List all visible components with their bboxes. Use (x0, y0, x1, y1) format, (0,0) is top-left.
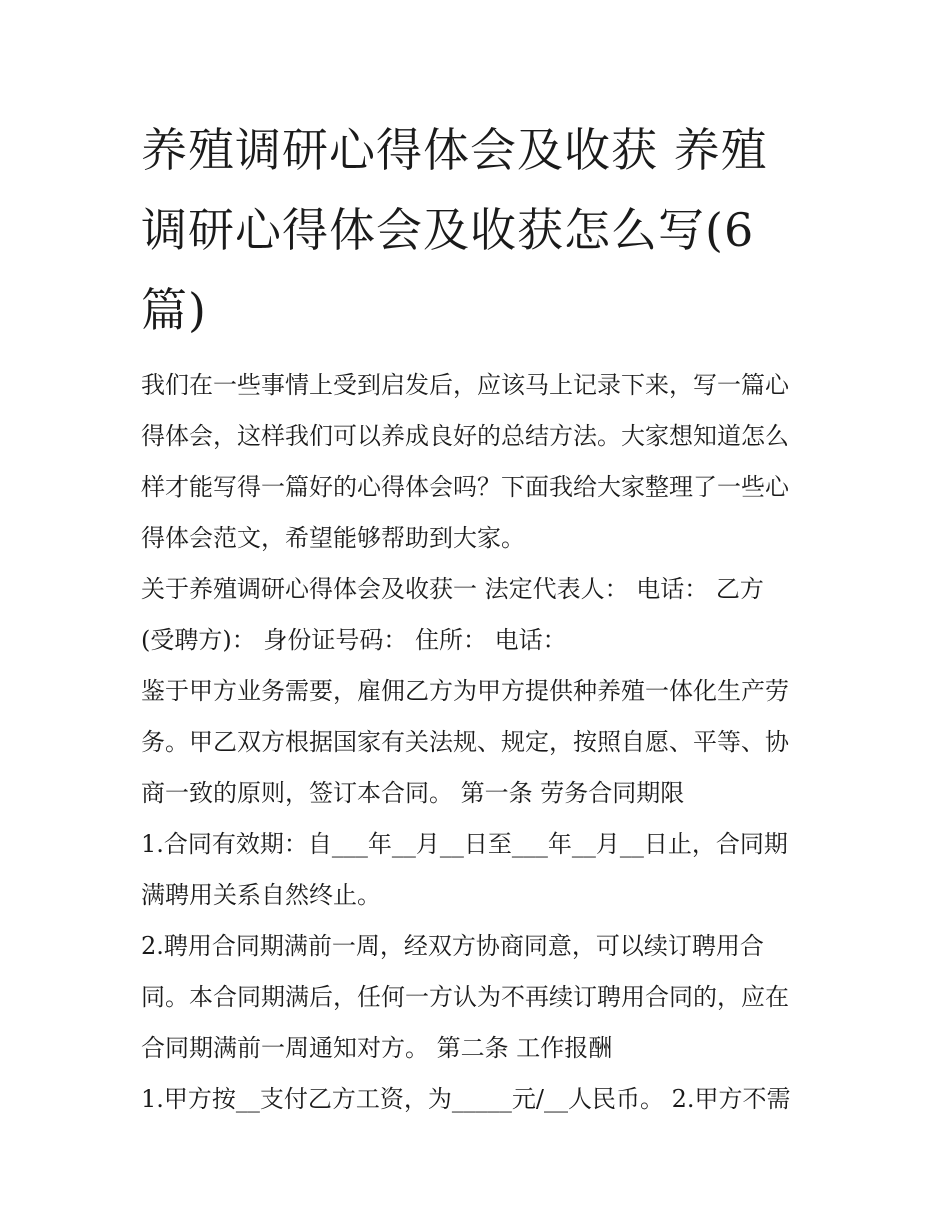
body-line: 得体会，这样我们可以养成良好的总结方法。大家想知道怎么 (141, 422, 789, 450)
document-body (141, 360, 821, 1125)
title-line-2: 调研心得体会及收获怎么写(6 (141, 203, 755, 257)
body-line: 1.甲方按__支付乙方工资，为_____元/__人民币。 2.甲方不需 (141, 1085, 791, 1113)
body-line: 我们在一些事情上受到启发后，应该马上记录下来，写一篇心 (141, 371, 789, 399)
body-line: 合同期满前一周通知对方。 第二条 工作报酬 (141, 1034, 613, 1062)
body-line: 商一致的原则，签订本合同。 第一条 劳务合同期限 (141, 779, 685, 807)
title-line-1: 养殖调研心得体会及收获 养殖 (141, 123, 768, 177)
body-line: 样才能写得一篇好的心得体会吗？下面我给大家整理了一些心 (141, 473, 789, 501)
body-line: 2.聘用合同期满前一周，经双方协商同意，可以续订聘用合 (141, 932, 764, 960)
body-line: (受聘方)： 身份证号码： 住所： 电话： (141, 626, 567, 654)
body-line: 同。本合同期满后，任何一方认为不再续订聘用合同的，应在 (141, 983, 789, 1011)
body-line: 务。甲乙双方根据国家有关法规、规定，按照自愿、平等、协 (141, 728, 789, 756)
document-title (141, 110, 821, 350)
body-line: 关于养殖调研心得体会及收获一 法定代表人： 电话： 乙方 (141, 575, 764, 603)
body-line: 满聘用关系自然终止。 (141, 881, 381, 909)
body-line: 鉴于甲方业务需要，雇佣乙方为甲方提供种养殖一体化生产劳 (141, 677, 789, 705)
body-line: 1.合同有效期：自___年__月__日至___年__月__日止，合同期 (141, 830, 788, 858)
body-line: 得体会范文，希望能够帮助到大家。 (141, 524, 525, 552)
title-line-3: 篇) (141, 283, 207, 337)
document-page (141, 110, 821, 1125)
